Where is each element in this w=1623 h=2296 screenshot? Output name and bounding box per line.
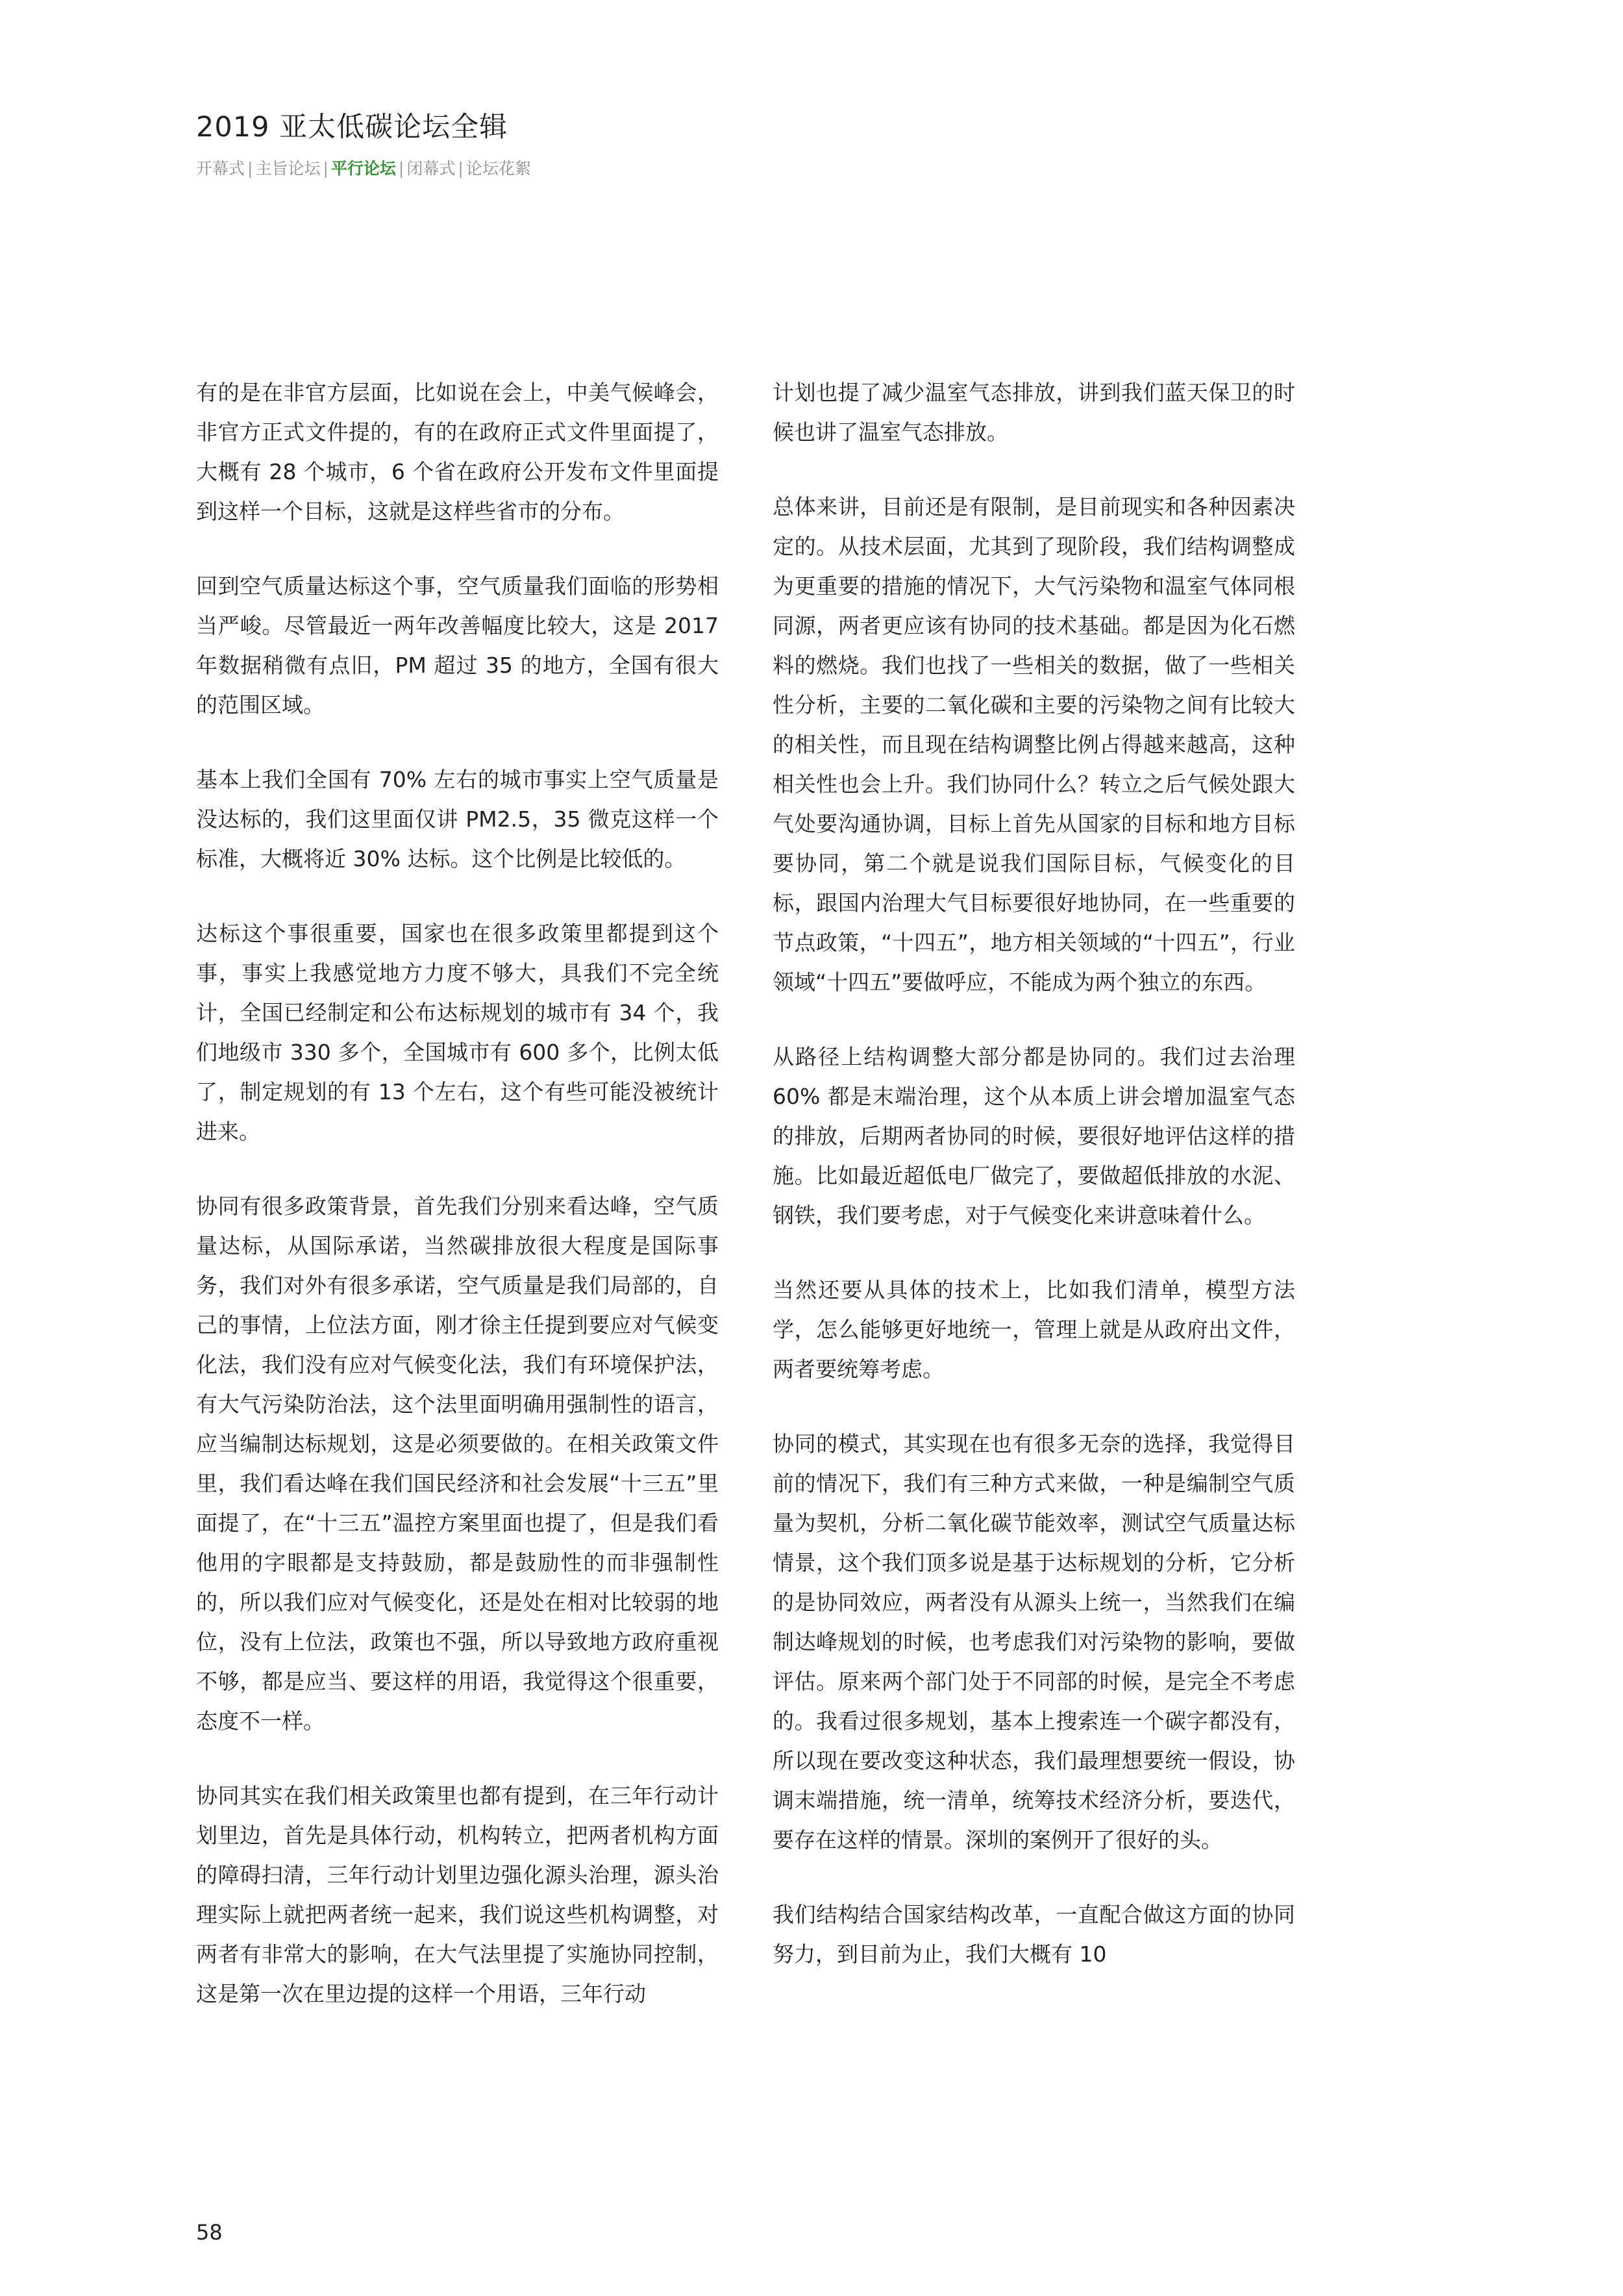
nav-separator: | [398,159,404,178]
nav-item-opening[interactable]: 开幕式 [196,159,245,178]
body-paragraph: 基本上我们全国有 70% 左右的城市事实上空气质量是没达标的，我们这里面仅讲 PM2.5，35 微克这样一个标准，大概将近 30% 达标。这个比例是比较低的。 [196,767,719,871]
body-paragraph: 达标这个事很重要，国家也在很多政策里都提到这个事，事实上我感觉地方力度不够大，具我们不完全统计，全国已经制定和公布达标规划的城市有 34 个，我们地级市 330 多个，全国城市有 600 多个，比例太低了，制定规划的有 13 个左右，这个有些可能没被统计进来。 [196,921,719,1144]
body-paragraph: 协同的模式，其实现在也有很多无奈的选择，我觉得目前的情况下，我们有三种方式来做，一种是编制空气质量为契机，分析二氧化碳节能效率，测试空气质量达标情景，这个我们顶多说是基于达标规划的分析，它分析的是协同效应，两者没有从源头上统一，当然我们在编制达峰规划的时候，也考虑我们对污染物的影响，要做评估。原来两个部门处于不同部的时候，是完全不考虑的。我看过很多规划，基本上搜索连一个碳字都没有，所以现在要改变这种状态，我们最理想要统一假设，协调末端措施，统一清单，统筹技术经济分析，要迭代，要存在这样的情景。深圳的案例开了很好的头。 [773,1431,1295,1853]
section-nav [196,157,531,181]
body-paragraph: 我们结构结合国家结构改革，一直配合做这方面的协同努力，到目前为止，我们大概有 10 [773,1902,1295,1967]
right-text-column [773,373,1295,2009]
left-text-column [196,373,719,2049]
page-number: 58 [196,2220,223,2245]
nav-item-highlights[interactable]: 论坛花絮 [465,159,531,178]
document-title: 2019 亚太低碳论坛全辑 [196,111,508,144]
nav-item-closing[interactable]: 闭幕式 [406,159,456,178]
body-paragraph: 总体来讲，目前还是有限制，是目前现实和各种因素决定的。从技术层面，尤其到了现阶段，我们结构调整成为更重要的措施的情况下，大气污染物和温室气体同根同源，两者更应该有协同的技术基础。都是因为化石燃料的燃烧。我们也找了一些相关的数据，做了一些相关性分析，主要的二氧化碳和主要的污染物之间有比较大的相关性，而且现在结构调整比例占得越来越高，这种相关性也会上升。我们协同什么？转立之后气候处跟大气处要沟通协调，目标上首先从国家的目标和地方目标要协同，第二个就是说我们国际目标，气候变化的目标，跟国内治理大气目标要很好地协同，在一些重要的节点政策，“十四五”，地方相关领域的“十四五”，行业领域“十四五”要做呼应，不能成为两个独立的东西。 [773,494,1295,995]
body-paragraph: 回到空气质量达标这个事，空气质量我们面临的形势相当严峻。尽管最近一两年改善幅度比较大，这是 2017 年数据稍微有点旧，PM 超过 35 的地方，全国有很大的范围区域。 [196,573,719,718]
body-paragraph: 当然还要从具体的技术上，比如我们清单，模型方法学，怎么能够更好地统一，管理上就是从政府出文件，两者要统筹考虑。 [773,1277,1295,1382]
nav-separator: | [323,159,328,178]
body-paragraph: 协同其实在我们相关政策里也都有提到，在三年行动计划里边，首先是具体行动，机构转立，把两者机构方面的障碍扫清，三年行动计划里边强化源头治理，源头治理实际上就把两者统一起来，我们说这些机构调整，对两者有非常大的影响，在大气法里提了实施协同控制，这是第一次在里边提的这样一个用语，三年行动 [196,1783,719,2006]
page-header [196,109,531,181]
nav-item-keynote-forum[interactable]: 主旨论坛 [255,159,321,178]
body-paragraph: 协同有很多政策背景，首先我们分别来看达峰，空气质量达标，从国际承诺，当然碳排放很大程度是国际事务，我们对外有很多承诺，空气质量是我们局部的，自己的事情，上位法方面，刚才徐主任提到要应对气候变化法，我们没有应对气候变化法，我们有环境保护法，有大气污染防治法，这个法里面明确用强制性的语言，应当编制达标规划，这是必须要做的。在相关政策文件里，我们看达峰在我们国民经济和社会发展“十三五”里面提了，在“十三五”温控方案里面也提了，但是我们看他用的字眼都是支持鼓励，都是鼓励性的而非强制性的，所以我们应对气候变化，还是处在相对比较弱的地位，没有上位法，政策也不强，所以导致地方政府重视不够，都是应当、要这样的用语，我觉得这个很重要，态度不一样。 [196,1193,719,1734]
nav-separator: | [247,159,253,178]
nav-item-parallel-forum[interactable]: 平行论坛 [330,159,396,178]
body-paragraph: 从路径上结构调整大部分都是协同的。我们过去治理 60% 都是末端治理，这个从本质上讲会增加温室气态的排放，后期两者协同的时候，要很好地评估这样的措施。比如最近超低电厂做完了，要做超低排放的水泥、钢铁，我们要考虑，对于气候变化来讲意味着什么。 [773,1044,1295,1228]
nav-separator: | [458,159,464,178]
body-paragraph: 有的是在非官方层面，比如说在会上，中美气候峰会，非官方正式文件提的，有的在政府正式文件里面提了，大概有 28 个城市，6 个省在政府公开发布文件里面提到这样一个目标，这就是这样些省市的分布。 [196,380,719,524]
body-paragraph: 计划也提了减少温室气态排放，讲到我们蓝天保卫的时候也讲了温室气态排放。 [773,380,1295,445]
